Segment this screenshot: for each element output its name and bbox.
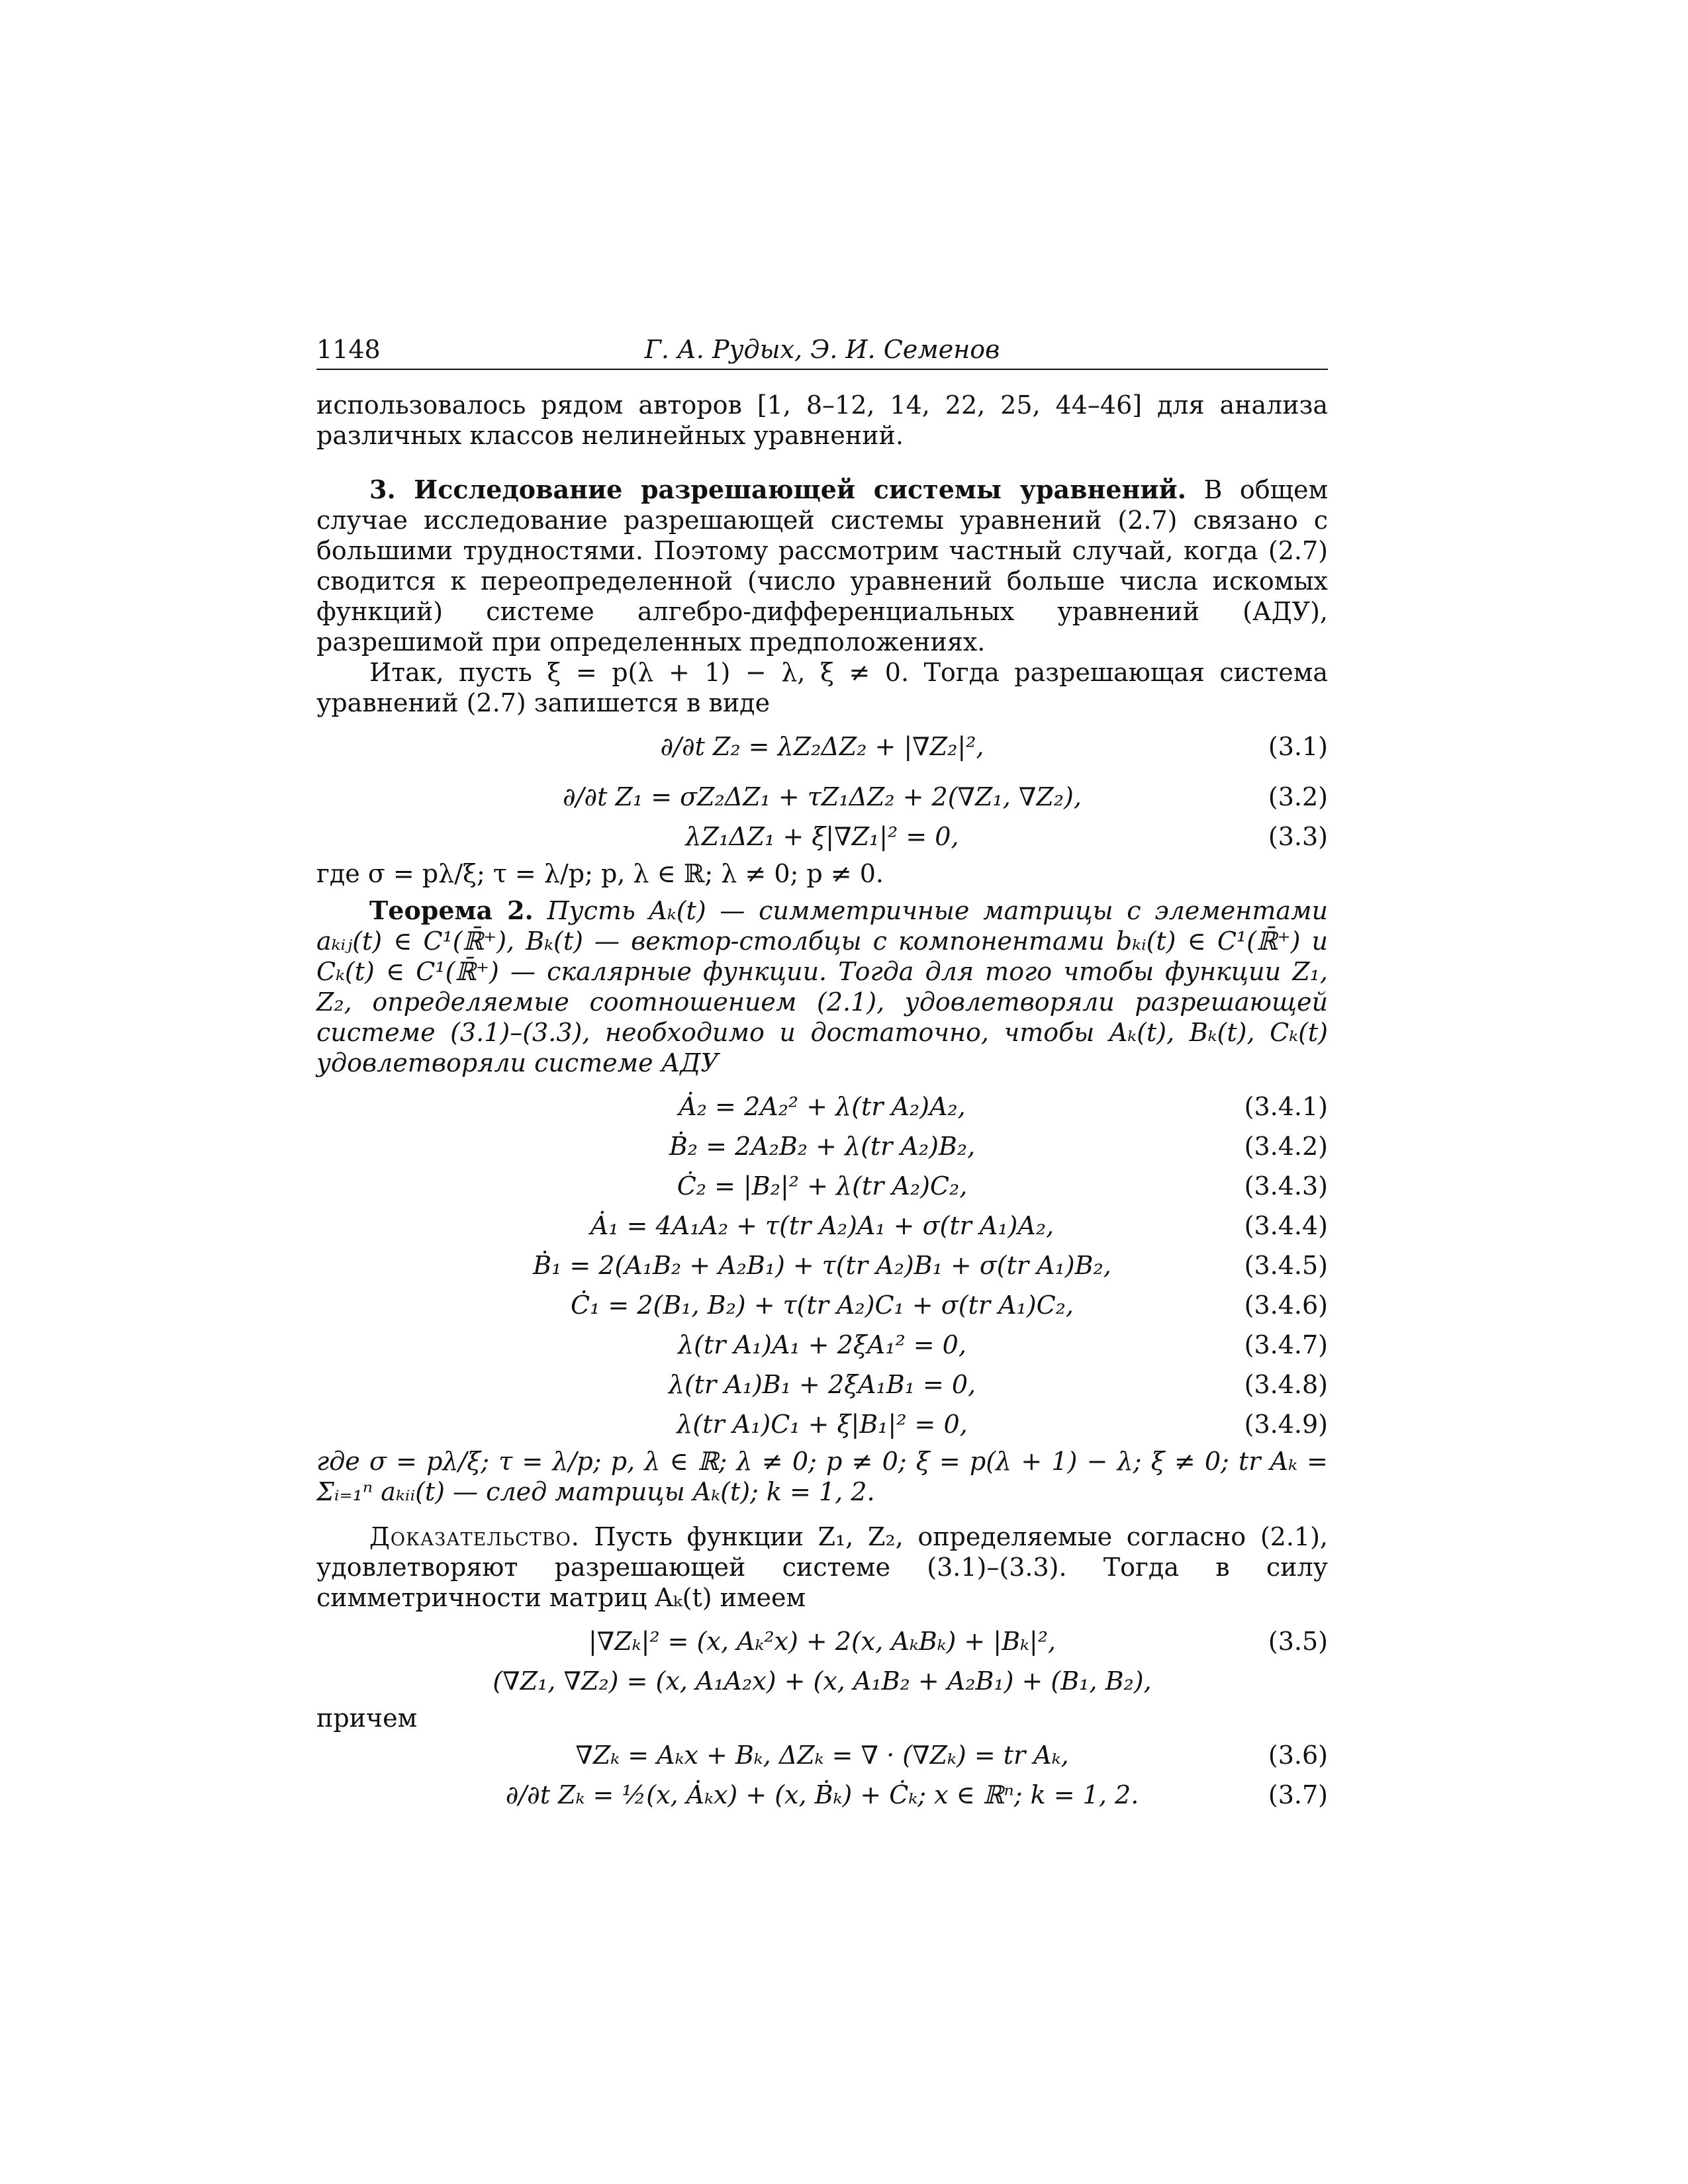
prichem-text: причем xyxy=(316,1704,418,1733)
equation-expr: (∇Z₁, ∇Z₂) = (x, A₁A₂x) + (x, A₁B₂ + A₂B₁) + (B₁, B₂), xyxy=(492,1666,1152,1696)
equation-expr: ∂/∂t Zₖ = ½(x, Ȧₖx) + (x, Ḃₖ) + Ċₖ; x ∈ ℝⁿ; k = 1, 2. xyxy=(505,1780,1139,1809)
equation-3-4-1 xyxy=(316,1089,1328,1124)
equation-3-4-8 xyxy=(316,1367,1328,1402)
running-authors: Г. А. Рудых, Э. И. Семенов xyxy=(644,335,1000,364)
page xyxy=(316,334,1328,1817)
theorem-2 xyxy=(316,895,1328,1078)
where-paragraph-2: где σ = pλ/ξ; τ = λ/p; p, λ ∈ ℝ; λ ≠ 0; p ≠ 0; ξ = p(λ + 1) − λ; ξ ≠ 0; tr Aₖ = Σᵢ₌₁ⁿ aₖᵢᵢ(t) — след матрицы Aₖ(t); k = 1, 2. xyxy=(316,1447,1328,1506)
equation-expr: ∂/∂t Z₂ = λZ₂ΔZ₂ + |∇Z₂|², xyxy=(660,732,984,761)
proof-label: Доказательство. xyxy=(369,1522,580,1551)
equation-number: (3.4.5) xyxy=(1244,1251,1328,1280)
section-3-text: В общем случае исследование разрешающей системы уравнений (2.7) связано с большими трудностями. Поэтому рассмотрим частный случай, когда (2.7) сводится к переопределенной (число уравнений больше числа искомых функций) системе алгебро-дифференциальных уравнений (АДУ), разрешимой при определенных предположениях. xyxy=(316,475,1328,657)
equation-3-4-5 xyxy=(316,1248,1328,1283)
equation-3-4-3 xyxy=(316,1168,1328,1204)
proof-paragraph xyxy=(316,1522,1328,1613)
equation-expr: Ȧ₁ = 4A₁A₂ + τ(tr A₂)A₁ + σ(tr A₁)A₂, xyxy=(590,1211,1055,1240)
equation-3-5-second xyxy=(316,1663,1328,1699)
equation-expr: |∇Zₖ|² = (x, Aₖ²x) + 2(x, AₖBₖ) + |Bₖ|², xyxy=(588,1627,1056,1656)
theorem-label: Теорема 2. xyxy=(369,895,534,925)
equation-expr: Ċ₁ = 2(B₁, B₂) + τ(tr A₂)C₁ + σ(tr A₁)C₂, xyxy=(571,1291,1074,1320)
equation-number: (3.4.9) xyxy=(1244,1410,1328,1439)
equation-number: (3.4.1) xyxy=(1244,1092,1328,1121)
equation-3-4-6 xyxy=(316,1287,1328,1323)
equation-expr: λ(tr A₁)A₁ + 2ξA₁² = 0, xyxy=(678,1330,966,1359)
equation-expr: ∇Zₖ = Aₖx + Bₖ, ΔZₖ = ∇ · (∇Zₖ) = tr Aₖ, xyxy=(575,1741,1069,1770)
equation-3-4-4 xyxy=(316,1208,1328,1244)
equation-number: (3.4.8) xyxy=(1244,1370,1328,1399)
intro-paragraph: использовалось рядом авторов [1, 8–12, 14, 22, 25, 44–46] для анализа различных классов нелинейных уравнений. xyxy=(316,390,1328,450)
equation-expr: Ċ₂ = |B₂|² + λ(tr A₂)C₂, xyxy=(677,1171,968,1201)
equation-3-4-9 xyxy=(316,1406,1328,1442)
running-header xyxy=(316,334,1328,370)
equation-3-4-7 xyxy=(316,1327,1328,1363)
equation-expr: Ȧ₂ = 2A₂² + λ(tr A₂)A₂, xyxy=(679,1092,966,1121)
equation-expr: λZ₁ΔZ₁ + ξ|∇Z₁|² = 0, xyxy=(685,822,959,851)
equation-number: (3.4.3) xyxy=(1244,1171,1328,1201)
section-3-title: 3. Исследование разрешающей системы уравнений. xyxy=(369,475,1186,504)
equation-number: (3.5) xyxy=(1268,1627,1328,1656)
itak-paragraph: Итак, пусть ξ = p(λ + 1) − λ, ξ ≠ 0. Тогда разрешающая система уравнений (2.7) запишется в виде xyxy=(316,658,1328,717)
equation-number: (3.7) xyxy=(1268,1780,1328,1809)
equation-number: (3.4.2) xyxy=(1244,1132,1328,1161)
equation-expr: Ḃ₁ = 2(A₁B₂ + A₂B₁) + τ(tr A₂)B₁ + σ(tr A₁)B₂, xyxy=(533,1251,1111,1280)
equation-expr: λ(tr A₁)C₁ + ξ|B₁|² = 0, xyxy=(677,1410,968,1439)
section-3-paragraph xyxy=(316,475,1328,657)
equation-3-7 xyxy=(316,1777,1328,1813)
equation-number: (3.6) xyxy=(1268,1741,1328,1770)
equation-3-5 xyxy=(316,1623,1328,1659)
equation-3-2 xyxy=(316,779,1328,815)
proof-text: Пусть функции Z₁, Z₂, определяемые согласно (2.1), удовлетворяют разрешающей системе (3.1)–(3.3). Тогда в силу симметричности матриц Aₖ(t) имеем xyxy=(316,1522,1328,1612)
equation-3-1 xyxy=(316,729,1328,764)
where-paragraph-1: где σ = pλ/ξ; τ = λ/p; p, λ ∈ ℝ; λ ≠ 0; p ≠ 0. xyxy=(316,859,884,888)
equation-number: (3.3) xyxy=(1268,822,1328,851)
equation-number: (3.4.7) xyxy=(1244,1330,1328,1359)
equation-expr: Ḃ₂ = 2A₂B₂ + λ(tr A₂)B₂, xyxy=(669,1132,976,1161)
equation-3-4-2 xyxy=(316,1128,1328,1164)
equation-expr: ∂/∂t Z₁ = σZ₂ΔZ₁ + τZ₁ΔZ₂ + 2(∇Z₁, ∇Z₂), xyxy=(563,782,1082,811)
theorem-text: Пусть Aₖ(t) — симметричные матрицы с элементами aₖᵢⱼ(t) ∈ C¹(ℝ̄⁺), Bₖ(t) — вектор-столбцы с компонентами bₖᵢ(t) ∈ C¹(ℝ̄⁺) и Cₖ(t) ∈ C¹(ℝ̄⁺) — скалярные функции. Тогда для того чтобы функции Z₁, Z₂, определяемые соотношением (2.1), удовлетворяли разрешающей системе (3.1)–(3.3), необходимо и достаточно, чтобы Aₖ(t), Bₖ(t), Cₖ(t) удовлетворяли системе АДУ xyxy=(316,896,1328,1077)
equation-number: (3.4.6) xyxy=(1244,1291,1328,1320)
page-number: 1148 xyxy=(316,335,381,364)
equation-3-3 xyxy=(316,819,1328,854)
equation-3-6 xyxy=(316,1737,1328,1773)
equation-number: (3.1) xyxy=(1268,732,1328,761)
equation-number: (3.4.4) xyxy=(1244,1211,1328,1240)
equation-number: (3.2) xyxy=(1268,782,1328,811)
equation-expr: λ(tr A₁)B₁ + 2ξA₁B₁ = 0, xyxy=(668,1370,976,1399)
